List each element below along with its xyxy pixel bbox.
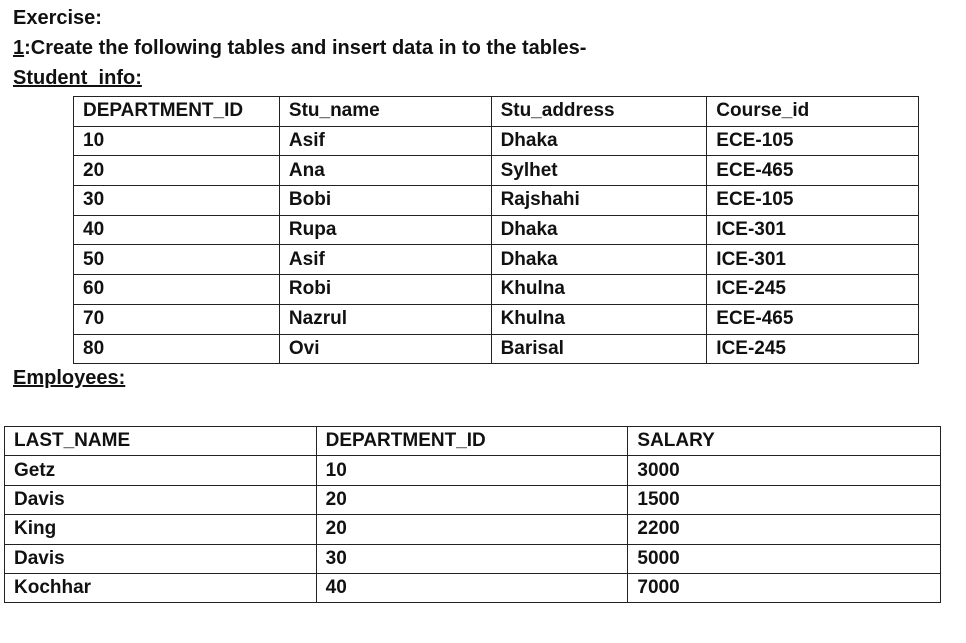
table-cell: 30 [316,544,628,573]
table-cell: 10 [74,126,280,156]
table-cell: ICE-301 [707,215,919,245]
table-cell: 70 [74,304,280,334]
table-row [5,515,941,544]
table-row [74,186,919,216]
task-text: :Create the following tables and insert data in to the tables- [24,37,587,59]
table-row [74,304,919,334]
table-cell: 20 [316,515,628,544]
table-cell: Sylhet [491,156,707,186]
table-cell: Ana [279,156,491,186]
table-cell: ICE-245 [707,334,919,364]
table-cell: Asif [279,245,491,275]
column-header: DEPARTMENT_ID [316,427,628,456]
table-cell: 3000 [628,456,941,485]
table-row [5,485,941,514]
table-cell: 2200 [628,515,941,544]
table-cell: 5000 [628,544,941,573]
table-cell: Davis [5,485,317,514]
table-cell: Barisal [491,334,707,364]
table-cell: Dhaka [491,215,707,245]
table-cell: 10 [316,456,628,485]
table-cell: Kochhar [5,573,317,602]
table-cell: Khulna [491,275,707,305]
column-header: Course_id [707,97,919,127]
task-number: 1 [13,37,25,59]
table-cell: Bobi [279,186,491,216]
table-cell: 80 [74,334,280,364]
student-info-table [73,96,919,364]
table-cell: 60 [74,275,280,305]
table-cell: King [5,515,317,544]
table-cell: 40 [316,573,628,602]
table-row [74,156,919,186]
table-row [74,126,919,156]
table-cell: ECE-105 [707,126,919,156]
table-cell: ICE-301 [707,245,919,275]
table-cell: Robi [279,275,491,305]
table-row [74,275,919,305]
column-header: Stu_address [491,97,707,127]
table-cell: 20 [74,156,280,186]
table-cell: 1500 [628,485,941,514]
table-row [74,215,919,245]
table-cell: ECE-105 [707,186,919,216]
table-cell: Rupa [279,215,491,245]
employees-table [4,426,941,603]
table-cell: Dhaka [491,245,707,275]
table-row [5,573,941,602]
table-cell: ECE-465 [707,156,919,186]
table-header-row [5,427,941,456]
column-header: Stu_name [279,97,491,127]
table-cell: Ovi [279,334,491,364]
task-instruction [13,36,586,60]
table-row [74,245,919,275]
table-cell: Getz [5,456,317,485]
student-table-title: Student_info: [13,67,142,89]
employees-table-title: Employees: [13,367,126,389]
column-header: SALARY [628,427,941,456]
table-cell: Davis [5,544,317,573]
table-cell: Nazrul [279,304,491,334]
column-header: DEPARTMENT_ID [74,97,280,127]
table-cell: Rajshahi [491,186,707,216]
column-header: LAST_NAME [5,427,317,456]
exercise-heading: Exercise: [13,7,102,29]
table-cell: 50 [74,245,280,275]
table-cell: 20 [316,485,628,514]
table-row [74,334,919,364]
table-row [5,544,941,573]
table-cell: ECE-465 [707,304,919,334]
table-cell: 7000 [628,573,941,602]
table-cell: 40 [74,215,280,245]
table-cell: ICE-245 [707,275,919,305]
table-row [5,456,941,485]
table-header-row [74,97,919,127]
table-cell: Khulna [491,304,707,334]
table-cell: 30 [74,186,280,216]
table-cell: Asif [279,126,491,156]
table-cell: Dhaka [491,126,707,156]
